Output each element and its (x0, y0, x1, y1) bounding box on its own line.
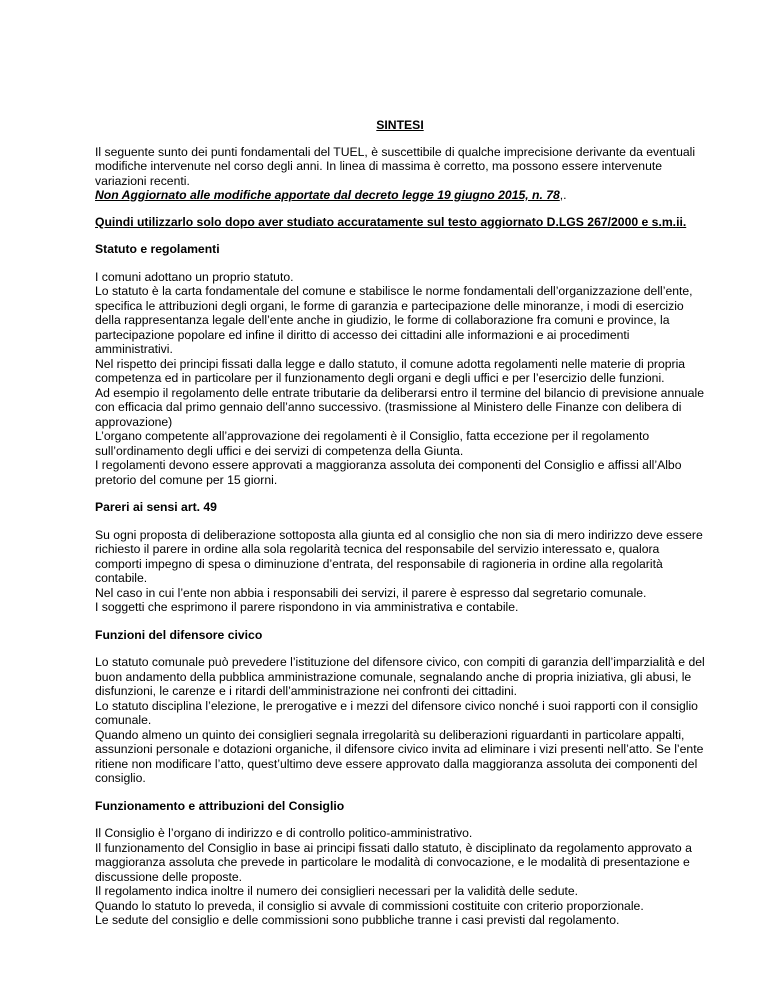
section-paragraph: Il funzionamento del Consiglio in base ai principi fissati dallo statuto, è disciplinato da regolamento approvato a maggioranza assoluta che prevede in particolare le modalità di convocazione, e le modalità di presentazione e discussione delle proposte. (95, 840, 692, 884)
update-notice-text: Non Aggiornato alle modifiche apportate dal decreto legge 19 giugno 2015, n. 78 (95, 188, 560, 202)
section-paragraph: I comuni adottano un proprio statuto. (95, 269, 294, 284)
section-pareri (95, 500, 705, 615)
section-paragraph: Lo statuto disciplina l’elezione, le prerogative e i mezzi del difensore civico nonché i suoi rapporti con il consiglio comunale. (95, 698, 698, 727)
usage-warning: Quindi utilizzarlo solo dopo aver studiato accuratamente sul testo aggiornato D.LGS 267/2000 e s.m.ii. (95, 214, 687, 229)
update-notice-tail: ,. (559, 188, 567, 202)
section-paragraph: I regolamenti devono essere approvati a maggioranza assoluta dei componenti del Consiglio e affissi all’Albo pretorio del comune per 15 giorni. (95, 458, 682, 487)
section-paragraph: Quando lo statuto lo preveda, il consiglio si avvale di commissioni costituite con criterio proporzionale. (95, 898, 644, 913)
section-heading: Funzioni del difensore civico (95, 627, 263, 642)
section-paragraph: Quando almeno un quinto dei consiglieri segnala irregolarità su deliberazioni riguardanti in particolare appalti, assunzioni personale e dotazioni organiche, il difensore civico invita ad eliminare i vizi presenti nell’atto. Se l’ente ritiene non modificare l’atto, quest’ultimo deve essere approvato dalla maggioranza assoluta dei componenti del consiglio. (95, 727, 704, 785)
document-title: SINTESI (376, 118, 424, 132)
document-page (95, 118, 705, 941)
intro-paragraph: Il seguente sunto dei punti fondamentali del TUEL, è suscettibile di qualche imprecisione derivante da eventuali modifiche intervenute nel corso degli anni. In linea di massima è corretto, ma possono essere intervenute variazioni recenti. (95, 144, 696, 188)
section-paragraph: Ad esempio il regolamento delle entrate tributarie da deliberarsi entro il termine del bilancio di previsione annuale con efficacia dal primo gennaio dell’anno successivo. (trasmissione al Ministero delle Finanze con delibera di approvazione) (95, 385, 705, 429)
section-statuto (95, 242, 705, 487)
section-heading: Pareri ai sensi art. 49 (95, 500, 217, 514)
section-paragraph: Il Consiglio è l’organo di indirizzo e di controllo politico-amministrativo. (95, 826, 473, 840)
section-paragraph: I soggetti che esprimono il parere rispondono in via amministrativa e contabile. (95, 600, 519, 614)
section-paragraph: Lo statuto comunale può prevedere l’istituzione del difensore civico, con compiti di garanzia dell’imparzialità e del buon andamento della pubblica amministrazione comunale, segnalando anche di propria iniziativa, gli abusi, le disfunzioni, le carenze e i ritardi dell’amministrazione nei confronti dei cittadini. (95, 655, 705, 698)
section-consiglio (95, 799, 705, 928)
section-heading: Statuto e regolamenti (95, 242, 220, 256)
section-difensore-civico (95, 628, 705, 786)
section-paragraph: Su ogni proposta di deliberazione sottoposta alla giunta ed al consiglio che non sia di mero indirizzo deve essere richiesto il parere in ordine alla sola regolarità tecnica del responsabile del servizio interessato e, qualora comporti impegno di spesa o diminuzione d’entrata, del responsabile di ragioneria in ordine alla regolarità contabile. (95, 527, 703, 585)
section-heading: Funzionamento e attribuzioni del Consiglio (95, 798, 345, 813)
section-paragraph: Nel rispetto dei principi fissati dalla legge e dallo statuto, il comune adotta regolamenti nelle materie di propria competenza ed in particolare per il funzionamento degli organi e degli uffici e per l’esercizio delle funzioni. (95, 356, 686, 385)
section-paragraph: Il regolamento indica inoltre il numero dei consiglieri necessari per la validità delle sedute. (95, 884, 579, 898)
section-paragraph: Lo statuto è la carta fondamentale del comune e stabilisce le norme fondamentali dell’organizzazione dell’ente, specifica le attribuzioni degli organi, le forme di garanzia e partecipazione delle minoranze, i modi di esercizio della rappresentanza legale dell’ente anche in giudizio, le forme di collaborazione fra comuni e province, la partecipazione popolare ed infine il diritto di accesso dei cittadini alle informazioni e ai procedimenti amministrativi. (95, 284, 693, 356)
section-paragraph: Nel caso in cui l’ente non abbia i responsabili dei servizi, il parere è espresso dal segretario comunale. (95, 585, 647, 600)
update-notice (95, 188, 705, 203)
section-paragraph: Le sedute del consiglio e delle commissioni sono pubbliche tranne i casi previsti dal regolamento. (95, 913, 620, 927)
section-paragraph: L’organo competente all’approvazione dei regolamenti è il Consiglio, fatta eccezione per il regolamento sull’ordinamento degli uffici e dei servizi di competenza della Giunta. (95, 429, 650, 458)
